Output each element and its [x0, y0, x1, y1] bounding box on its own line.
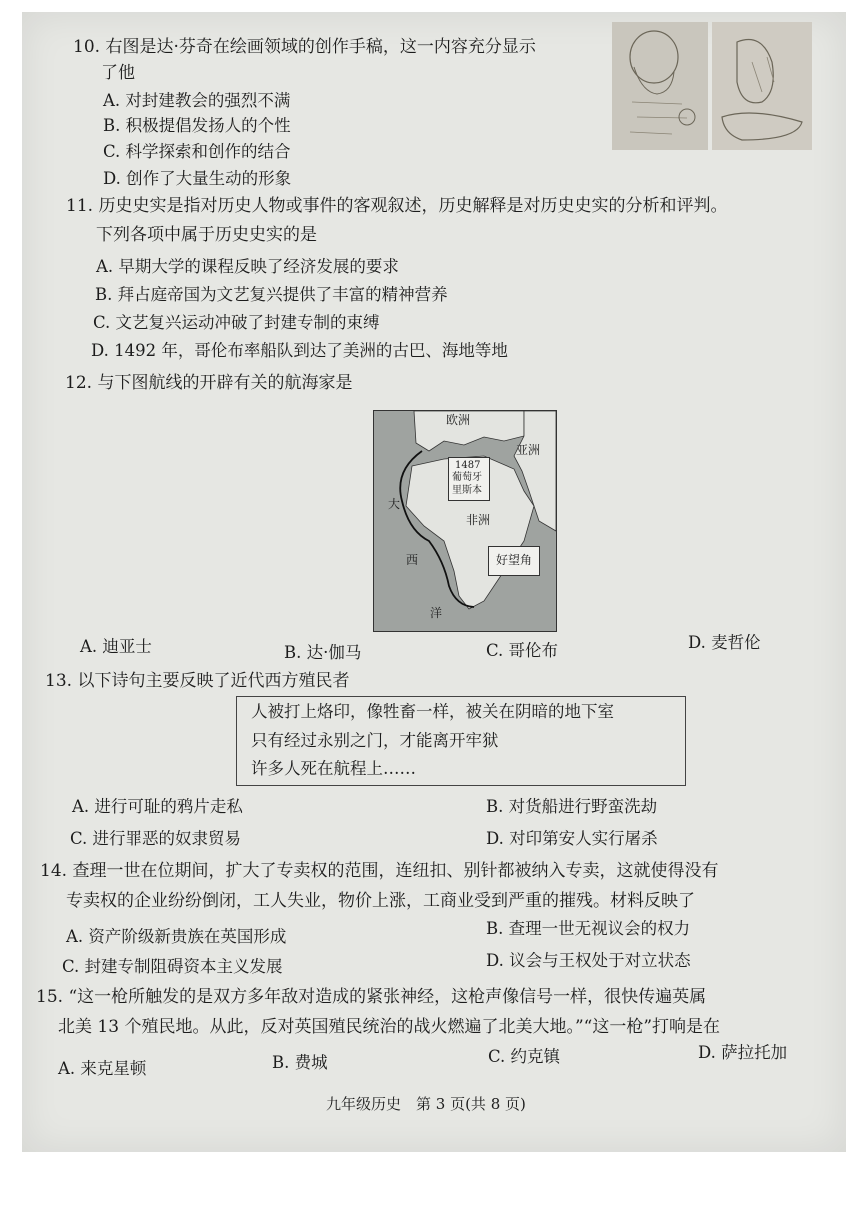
poem-line-3: 许多人死在航程上…… [251, 759, 416, 778]
route-map [373, 410, 557, 632]
q13-option-a: A. 进行可耻的鸦片走私 [72, 797, 243, 816]
q11-stem-line2: 下列各项中属于历史史实的是 [96, 225, 317, 245]
map-label-lisbon: 里斯本 [452, 485, 482, 496]
q10-option-b: B. 积极提倡发扬人的个性 [103, 116, 291, 135]
q15-stem-line1: 15. “这一枪所触发的是双方多年敌对造成的紧张神经，这枪声像信号一样，很快传遍英属 [36, 987, 707, 1007]
davinci-sketch-figure [612, 22, 812, 150]
q14-option-a: A. 资产阶级新贵族在英国形成 [66, 927, 287, 946]
q12-option-b: B. 达·伽马 [284, 643, 362, 662]
map-label-asia: 亚洲 [516, 443, 541, 457]
map-label-ocean-3: 洋 [430, 606, 443, 620]
map-lisbon-box [448, 457, 490, 501]
q15-option-d: D. 萨拉托加 [698, 1043, 788, 1062]
q13-option-b: B. 对货船进行野蛮洗劫 [486, 797, 658, 816]
q11-option-a: A. 早期大学的课程反映了经济发展的要求 [96, 257, 399, 276]
map-label-europe: 欧洲 [446, 413, 471, 427]
map-label-year: 1487 [455, 460, 481, 471]
q10-option-c: C. 科学探索和创作的结合 [103, 142, 291, 161]
q12-option-d: D. 麦哲伦 [688, 633, 761, 652]
q11-option-c: C. 文艺复兴运动冲破了封建专制的束缚 [93, 313, 380, 332]
q15-option-c: C. 约克镇 [488, 1047, 561, 1066]
q15-option-b: B. 费城 [272, 1053, 328, 1072]
q14-option-b: B. 查理一世无视议会的权力 [486, 919, 691, 938]
q13-option-c: C. 进行罪恶的奴隶贸易 [70, 829, 242, 848]
q13-stem: 13. 以下诗句主要反映了近代西方殖民者 [45, 671, 350, 691]
poem-line-2: 只有经过永别之门，才能离开牢狱 [251, 731, 499, 750]
q14-option-c: C. 封建专制阻碍资本主义发展 [62, 957, 283, 976]
q10-option-d: D. 创作了大量生动的形象 [103, 169, 292, 188]
q11-option-b: B. 拜占庭帝国为文艺复兴提供了丰富的精神营养 [95, 285, 448, 304]
map-label-africa: 非洲 [466, 513, 491, 527]
map-label-ocean-2: 西 [406, 553, 419, 567]
map-label-ocean-1: 大 [388, 497, 401, 511]
q10-stem-line1: 10. 右图是达·芬奇在绘画领域的创作手稿，这一内容充分显示 [73, 37, 536, 57]
page-footer: 九年级历史 第 3 页(共 8 页) [326, 1095, 526, 1113]
q11-stem-line1: 11. 历史史实是指对历史人物或事件的客观叙述，历史解释是对历史史实的分析和评判。 [66, 196, 728, 216]
q13-option-d: D. 对印第安人实行屠杀 [486, 829, 658, 848]
map-label-cape: 好望角 [496, 553, 533, 567]
poem-box [236, 696, 686, 786]
q14-stem-line1: 14. 查理一世在位期间，扩大了专卖权的范围，连纽扣、别针都被纳入专卖，这就使得没有 [40, 861, 719, 881]
map-label-portugal: 葡萄牙 [452, 472, 482, 483]
q15-option-a: A. 来克星顿 [58, 1059, 147, 1078]
q15-stem-line2: 北美 13 个殖民地。从此，反对英国殖民统治的战火燃遍了北美大地。”“这一枪”打响是在 [58, 1017, 721, 1037]
poem-line-1: 人被打上烙印，像牲畜一样，被关在阴暗的地下室 [251, 702, 614, 721]
q14-option-d: D. 议会与王权处于对立状态 [486, 951, 691, 970]
q12-stem: 12. 与下图航线的开辟有关的航海家是 [65, 373, 353, 393]
q10-stem-line2: 了他 [101, 63, 135, 83]
q10-option-a: A. 对封建教会的强烈不满 [103, 91, 291, 110]
q14-stem-line2: 专卖权的企业纷纷倒闭，工人失业，物价上涨，工商业受到严重的摧残。材料反映了 [66, 891, 695, 911]
q12-option-a: A. 迪亚士 [80, 637, 152, 656]
map-cape-box [488, 546, 540, 576]
q11-option-d: D. 1492 年，哥伦布率船队到达了美洲的古巴、海地等地 [91, 341, 508, 360]
q12-option-c: C. 哥伦布 [486, 641, 559, 660]
